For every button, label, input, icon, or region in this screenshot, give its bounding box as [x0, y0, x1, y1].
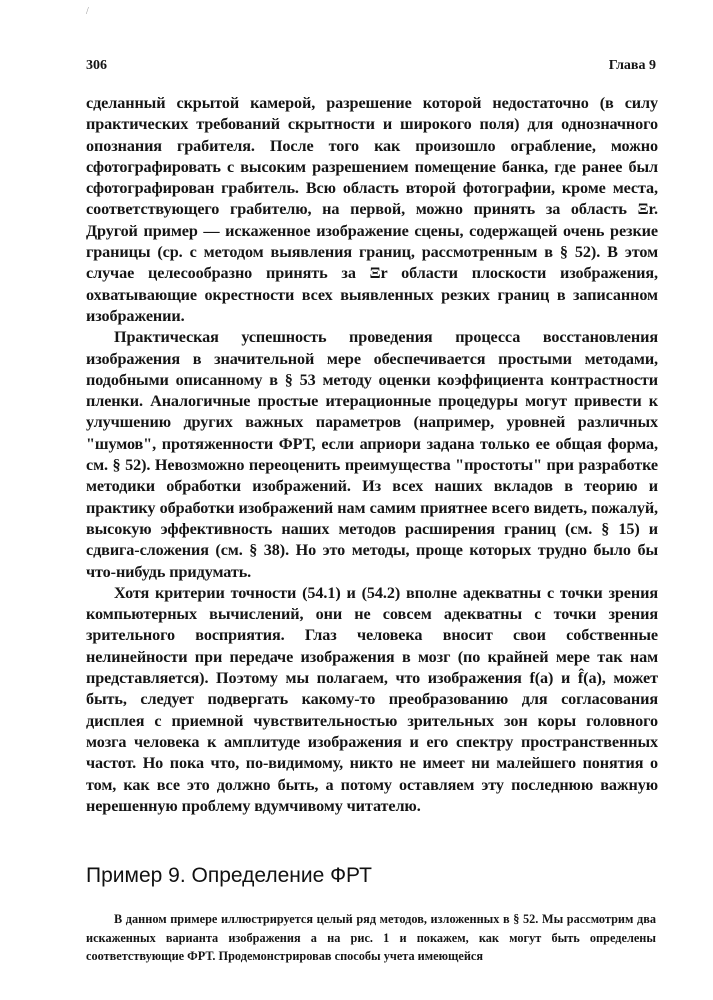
scan-mark: /	[86, 6, 89, 17]
paragraph-1: сделанный скрытой камерой, разрешение которой недостаточно (в силу практических требований скрытности и широкого поля) для однозначного опознания грабителя. После того как произошло ограбление, можно сфотографировать с высоким разрешением помещение банка, где ранее был сфотографирован грабитель. Всю область второй фотографии, кроме места, соответствующего грабителю, на первой, можно принять за область Ξr. Другой пример — искаженное изображение сцены, содержащей очень резкие границы (ср. с методом выявления границ, рассмотренным в § 52). В этом случае целесообразно принять за Ξr области плоскости изображения, охватывающие окрестности всех выявленных резких границ в записанном изображении.	[86, 94, 658, 325]
main-text	[86, 93, 658, 817]
chapter-label: Глава 9	[608, 58, 656, 73]
example-intro-text: В данном примере иллюстрируется целый ряд методов, изложенных в § 52. Мы рассмотрим два искаженных варианта изображения a на рис. 1 и покажем, как могут быть определены соответствующие ФРТ. Продемонстрировав способы учета имеющейся	[86, 912, 656, 963]
section-heading: Пример 9. Определение ФРТ	[86, 864, 372, 887]
page-number: 306	[86, 58, 107, 73]
paragraph-3: Хотя критерии точности (54.1) и (54.2) вполне адекватны с точки зрения компьютерных вычислений, они не совсем адекватны с точки зрения зрительного восприятия. Глаз человека вносит свои собственные нелинейности при передаче изображения в мозг (по крайней мере так нам представляется). Поэтому мы полагаем, что изображения f(a) и f̂(a), может быть, следует подвергать какому-то преобразованию для согласования дисплея с приемной чувствительностью зрительных зон коры головного мозга человека к амплитуде изображения и его спектру пространственных частот. Но пока что, по-видимому, никто не имеет ни малейшего понятия о том, как все это должно быть, а потому оставляем эту последнюю важную нерешенную проблему вдумчивому читателю.	[86, 583, 658, 815]
paragraph-2: Практическая успешность проведения процесса восстановления изображения в значительной мере обеспечивается простыми методами, подобными описанному в § 53 методу оценки коэффициента контрастности пленки. Аналогичные простые итерационные процедуры могут привести к улучшению других важных параметров (например, уровней различных "шумов", протяженности ФРТ, если априори задана только ее общая форма, см. § 52). Невозможно переоценить преимущества "простоты" при разработке методики обработки изображений. Из всех наших вкладов в теорию и практику обработки изображений нам самим приятнее всего видеть, пожалуй, высокую эффективность наших методов расширения границ (см. § 15) и сдвига-сложения (см. § 38). Но это методы, проще которых трудно было бы что-нибудь придумать.	[86, 328, 658, 581]
